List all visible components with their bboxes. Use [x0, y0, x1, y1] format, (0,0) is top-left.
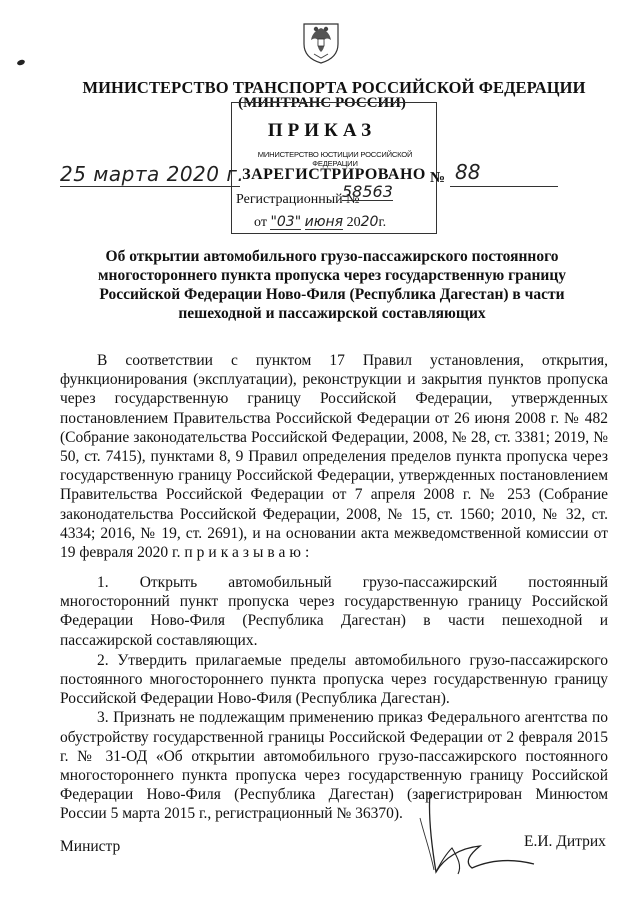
coat-of-arms-icon	[300, 18, 342, 64]
signatory-role: Министр	[60, 838, 121, 855]
stamp-status: ЗАРЕГИСТРИРОВАНО	[242, 166, 426, 183]
registration-date-year-prefix: 20	[346, 215, 361, 230]
preamble-text: В соответствии с пунктом 17 Правил установления, открытия, функционирования (эксплуатации), реконструкции и закрытия пунктов пропуска через государственную границу Российской Федерации, утвержденных постановлением Правительства Российской Федерации от 26 июня 2008 г. № 482 (Собрание законодательства Российской Федерации, 2008, № 28, ст. 3381; 2019, № 50, ст. 7415), пунктами 8, 9 Правил определения пределов пункта пропуска через государственную границу Российской Федерации, утвержденных постановлением Правительства Российской Федерации от 7 апреля 2008 г. № 253 (Собрание законодательства Российской Федерации, 2008, № 15, ст. 1560; 2010, № 32, ст. 4334; 2016, № 19, ст. 2691), и на основании акта межведомственной комиссии от 19 февраля 2020 г.	[60, 352, 608, 562]
registration-date-year: 20	[360, 214, 379, 230]
signatory-name: Е.И. Дитрих	[524, 833, 606, 850]
order-item-2: 2. Утвердить прилагаемые пределы автомобильного грузо-пассажирского постоянного многостороннего пункта пропуска через государственную границу Российской Федерации Ново-Филя (Республика Дагестан).	[60, 651, 608, 708]
preamble-paragraph	[60, 351, 608, 562]
order-date: 25 марта 2020 г.	[60, 162, 245, 186]
registration-number-value: 58563	[342, 182, 393, 201]
stamp-organization: МИНИСТЕРСТВО ЮСТИЦИИ РОССИЙСКОЙ ФЕДЕРАЦИИ	[257, 150, 413, 168]
registration-date-suffix: г.	[378, 215, 387, 230]
registration-date-day: "03"	[270, 214, 302, 230]
order-number-sign: №	[430, 170, 446, 186]
handwritten-signature	[400, 788, 540, 880]
document-type: ПРИКАЗ	[267, 120, 377, 141]
decree-word: приказываю:	[184, 544, 314, 562]
order-item-3: 3. Признать не подлежащим применению приказ Федерального агентства по обустройству государственной границы Российской Федерации от 2 февраля 2015 г. № 31-ОД «Об открытии автомобильного грузо-пассажирского постоянного многостороннего пункта пропуска через государственную границу Российской Федерации Ново-Филя (Республика Дагестан) (зарегистрирован Минюстом России 5 марта 2015 г., регистрационный № 36370).	[60, 709, 608, 823]
registration-date-prefix: от	[254, 215, 267, 230]
registration-date-month: июня	[304, 214, 344, 230]
date-underline	[60, 186, 240, 187]
order-item-1: 1. Открыть автомобильный грузо-пассажирский постоянный многосторонний пункт пропуска через государственную границу Российской Федерации Ново-Филя (Республика Дагестан) в части пешеходной и пассажирской составляющих.	[60, 574, 608, 649]
document-title: Об открытии автомобильного грузо-пассажирского постоянного многостороннего пункта пропуска через государственную границу Российской Федерации Ново-Филя (Республика Дагестан) в части пешеходной и пассажирской составляющих	[97, 248, 567, 322]
order-items	[60, 573, 608, 824]
ink-mark	[16, 59, 25, 66]
ministry-abbreviation: (МИНТРАНС РОССИИ)	[238, 95, 406, 111]
registration-date	[254, 214, 386, 231]
ministry-name: МИНИСТЕРСТВО ТРАНСПОРТА РОССИЙСКОЙ ФЕДЕРАЦИИ	[82, 78, 586, 97]
registration-number-label: Регистрационный №	[236, 192, 360, 207]
number-underline	[450, 186, 558, 187]
order-number: 88	[455, 160, 481, 184]
